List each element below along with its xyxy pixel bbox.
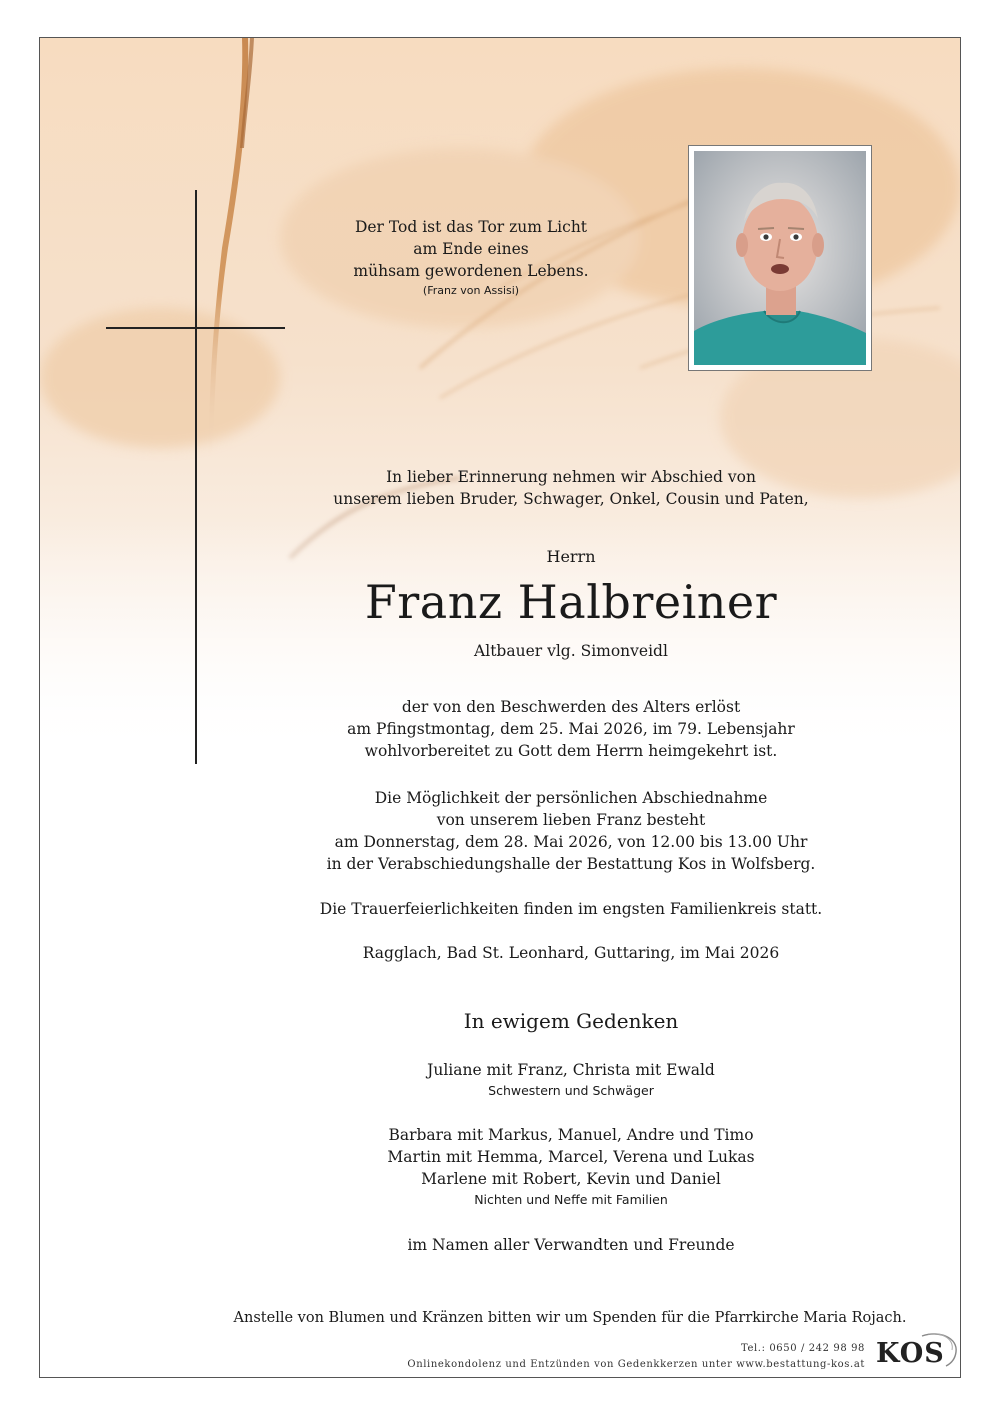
death-notice-line: am Pfingstmontag, dem 25. Mai 2026, im 79. Lebensjahr [347,720,795,738]
family-names: Martin mit Hemma, Marcel, Verena und Lukas [387,1148,755,1166]
death-notice-line: der von den Beschwerden des Alters erlöst [401,698,741,716]
memorial-heading: In ewigem Gedenken [463,1009,679,1033]
family-group-1 [280,1059,862,1101]
farewell-line: am Donnerstag, dem 28. Mai 2026, von 12.00 bis 13.00 Uhr [334,833,808,851]
cross-horizontal-bar [106,327,285,329]
cross-vertical-bar [195,190,197,764]
intro-line: unserem lieben Bruder, Schwager, Onkel, Cousin und Paten, [333,490,809,508]
family-relation: Nichten und Neffe mit Familien [474,1192,668,1207]
family-names: Juliane mit Franz, Christa mit Ewald [427,1061,715,1079]
quote-line: mühsam gewordenen Lebens. [353,262,589,280]
family-names: Marlene mit Robert, Kevin und Daniel [421,1170,721,1188]
salutation: Herrn [546,547,596,566]
contact-info [407,1341,865,1373]
farewell-line: von unserem lieben Franz besteht [436,811,706,829]
contact-web: Onlinekondolenz und Entzünden von Gedenkkerzen unter www.bestattung-kos.at [407,1359,865,1370]
portrait-photo-frame [688,145,872,371]
quote-source: (Franz von Assisi) [422,284,520,297]
logo-text: KOS [876,1338,945,1369]
farewell-line: in der Verabschiedungshalle der Bestattung Kos in Wolfsberg. [326,855,816,873]
occupation: Altbauer vlg. Simonveidl [474,642,668,660]
quote-line: Der Tod ist das Tor zum Licht [354,218,588,236]
farewell-info [280,787,862,875]
intro-text [280,466,862,510]
death-notice [280,696,862,762]
donation-note: Anstelle von Blumen und Kränzen bitten wir um Spenden für die Pfarrkirche Maria Rojach. [233,1310,907,1326]
portrait-photo [694,151,866,365]
family-relation: Schwestern und Schwäger [488,1083,654,1098]
family-names: Barbara mit Markus, Manuel, Andre und Timo [388,1126,754,1144]
death-notice-line: wohlvorbereitet zu Gott dem Herrn heimgekehrt ist. [364,742,778,760]
quote-block [270,216,672,300]
funeral-home-logo [870,1330,960,1374]
quote-line: am Ende eines [413,240,529,258]
place-date: Ragglach, Bad St. Leonhard, Guttaring, im Mai 2026 [362,944,780,962]
ceremony-note: Die Trauerfeierlichkeiten finden im engsten Familienkreis statt. [319,900,823,918]
farewell-line: Die Möglichkeit der persönlichen Abschiednahme [374,789,768,807]
obituary-card [39,37,961,1378]
deceased-name: Franz Halbreiner [364,575,778,629]
relatives-note: im Namen aller Verwandten und Freunde [407,1236,735,1254]
family-group-2 [280,1124,862,1210]
intro-line: In lieber Erinnerung nehmen wir Abschied von [386,468,756,486]
contact-phone: Tel.: 0650 / 242 98 98 [740,1343,865,1354]
